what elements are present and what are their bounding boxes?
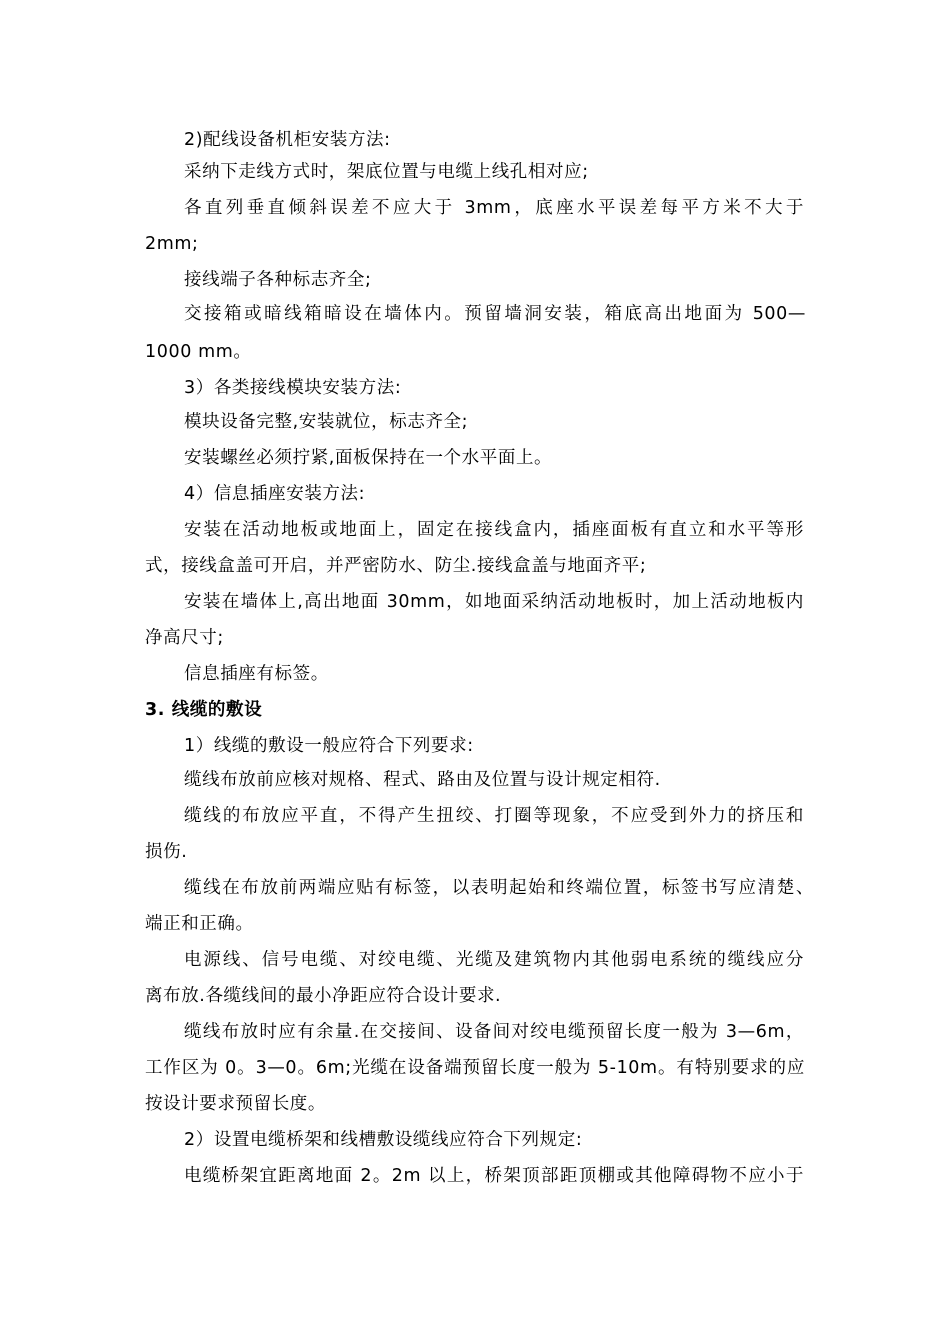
text-line: 缆线布放时应有余量.在交接间、设备间对绞电缆预留长度一般为 3—6m， bbox=[184, 1022, 804, 1042]
text-line: 模块设备完整,安装就位，标志齐全; bbox=[184, 412, 469, 432]
text-line: 2）设置电缆桥架和线槽敷设缆线应符合下列规定: bbox=[184, 1130, 583, 1150]
section-heading: 3. 线缆的敷设 bbox=[145, 700, 263, 720]
text-line: 缆线的布放应平直，不得产生扭绞、打圈等现象，不应受到外力的挤压和 bbox=[184, 806, 804, 826]
text-line: 按设计要求预留长度。 bbox=[145, 1094, 326, 1114]
text-line: 信息插座有标签。 bbox=[184, 664, 329, 684]
text-line: 3）各类接线模块安装方法: bbox=[184, 378, 402, 398]
text-line: 端正和正确。 bbox=[145, 914, 254, 934]
text-line: 式，接线盒盖可开启，并严密防水、防尘.接线盒盖与地面齐平; bbox=[145, 556, 647, 576]
text-line: 交接箱或暗线箱暗设在墙体内。预留墙洞安装，箱底高出地面为 500— bbox=[184, 304, 806, 324]
text-line: 1000 mm。 bbox=[145, 342, 252, 362]
text-line: 工作区为 0。3—0。6m;光缆在设备端预留长度一般为 5-10m。有特别要求的应 bbox=[145, 1058, 805, 1078]
text-line: 各直列垂直倾斜误差不应大于 3mm，底座水平误差每平方米不大于 bbox=[184, 198, 804, 218]
text-line: 离布放.各缆线间的最小净距应符合设计要求. bbox=[145, 986, 502, 1006]
text-line: 接线端子各种标志齐全; bbox=[184, 270, 372, 290]
text-line: 4）信息插座安装方法: bbox=[184, 484, 366, 504]
text-line: 电源线、信号电缆、对绞电缆、光缆及建筑物内其他弱电系统的缆线应分 bbox=[184, 950, 804, 970]
text-line: 安装螺丝必须拧紧,面板保持在一个水平面上。 bbox=[184, 448, 553, 468]
text-line: 损伤. bbox=[145, 842, 188, 862]
text-line: 安装在活动地板或地面上，固定在接线盒内，插座面板有直立和水平等形 bbox=[184, 520, 804, 540]
text-line: 1）线缆的敷设一般应符合下列要求: bbox=[184, 736, 474, 756]
text-line: 电缆桥架宜距离地面 2。2m 以上，桥架顶部距顶棚或其他障碍物不应小于 bbox=[184, 1166, 804, 1186]
text-line: 缆线布放前应核对规格、程式、路由及位置与设计规定相符. bbox=[184, 770, 661, 790]
text-line: 净高尺寸; bbox=[145, 628, 224, 648]
text-line: 缆线在布放前两端应贴有标签，以表明起始和终端位置，标签书写应清楚、 bbox=[184, 878, 814, 898]
text-line: 采纳下走线方式时，架底位置与电缆上线孔相对应; bbox=[184, 162, 589, 182]
text-line: 安装在墙体上,高出地面 30mm，如地面采纳活动地板时，加上活动地板内 bbox=[184, 592, 804, 612]
text-line: 2mm; bbox=[145, 234, 199, 254]
text-line: 2)配线设备机柜安装方法: bbox=[184, 130, 391, 150]
